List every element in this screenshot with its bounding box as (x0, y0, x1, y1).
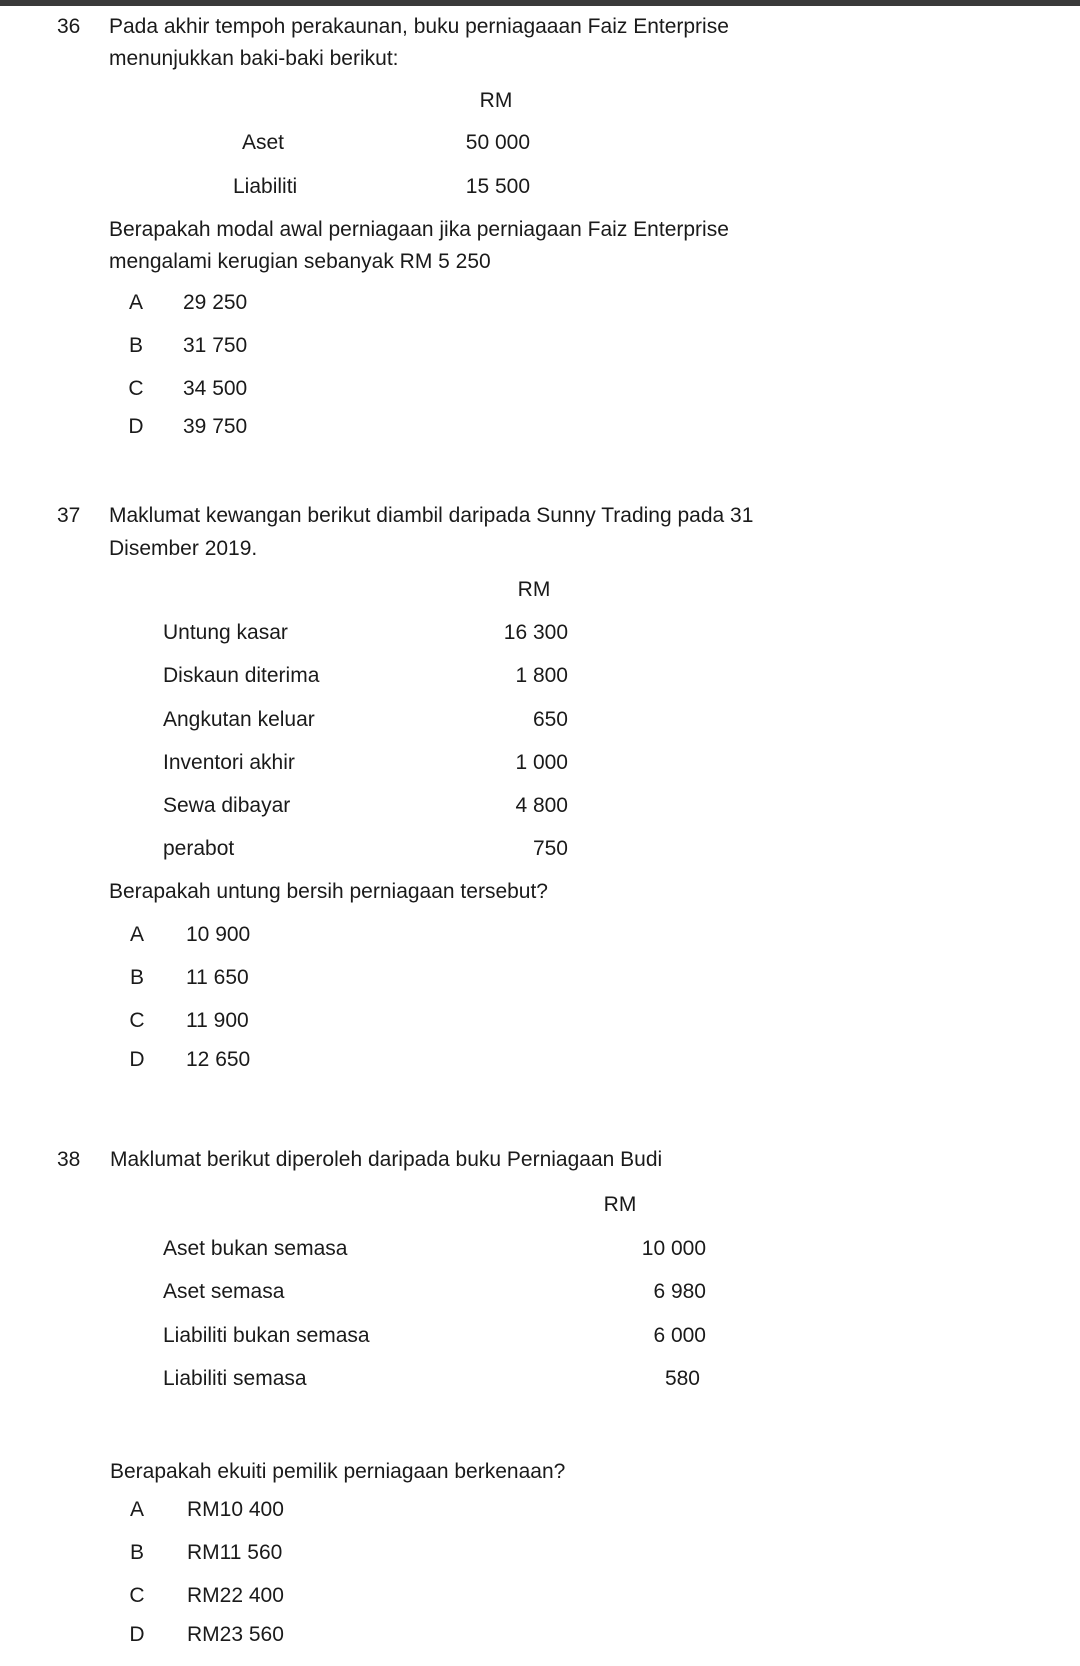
item-value: 50 000 (465, 131, 530, 154)
question-number: 37 (57, 504, 81, 527)
item-label: Angkutan keluar (163, 708, 315, 731)
option-value: 39 750 (183, 415, 248, 438)
option-value: 31 750 (183, 334, 248, 357)
question-stem-line-2: menunjukkan baki-baki berikut: (109, 47, 399, 70)
option-letter: B (129, 1541, 144, 1564)
option-value: RM22 400 (187, 1584, 284, 1607)
item-value: 10 000 (641, 1237, 706, 1260)
option-value: RM11 560 (187, 1541, 283, 1564)
option-value: 34 500 (183, 377, 248, 400)
item-value: 6 000 (653, 1324, 706, 1347)
option-letter: B (128, 334, 143, 357)
item-value: 4 800 (515, 794, 568, 817)
option-letter: D (129, 1623, 145, 1646)
option-value: 10 900 (186, 923, 251, 946)
item-label: Diskaun diterima (163, 664, 320, 687)
option-value: RM23 560 (187, 1623, 284, 1646)
option-value: 11 900 (186, 1009, 249, 1032)
option-value: 12 650 (186, 1048, 251, 1071)
question-number: 38 (57, 1148, 81, 1171)
option-letter: A (129, 1498, 144, 1521)
rm-column-header: RM (517, 578, 551, 601)
option-value: RM10 400 (187, 1498, 284, 1521)
item-value: 1 800 (515, 664, 568, 687)
item-label: Liabiliti semasa (163, 1367, 307, 1390)
question-number: 36 (57, 15, 81, 38)
item-label: Aset bukan semasa (163, 1237, 348, 1260)
option-letter: B (129, 966, 144, 989)
item-value: 1 000 (515, 751, 568, 774)
option-letter: C (128, 377, 144, 400)
item-label: perabot (163, 837, 235, 860)
question-stem: Maklumat berikut diperoleh daripada buku Perniagaan Budi (110, 1148, 663, 1171)
item-label: Untung kasar (163, 621, 288, 644)
option-letter: C (129, 1584, 145, 1607)
item-label: Liabiliti bukan semasa (163, 1324, 370, 1347)
item-value: 16 300 (503, 621, 568, 644)
rm-column-header: RM (479, 89, 513, 112)
item-label: Aset semasa (163, 1280, 285, 1303)
item-value: 15 500 (465, 175, 530, 198)
option-letter: D (129, 1048, 145, 1071)
item-label: Aset (242, 131, 285, 154)
option-letter: C (129, 1009, 145, 1032)
question-prompt-line-1: Berapakah modal awal perniagaan jika perniagaan Faiz Enterprise (109, 218, 729, 241)
item-value: 750 (532, 837, 568, 860)
question-prompt: Berapakah untung bersih perniagaan tersebut? (109, 880, 548, 903)
rm-column-header: RM (603, 1193, 637, 1216)
question-prompt: Berapakah ekuiti pemilik perniagaan berkenaan? (110, 1460, 566, 1483)
option-letter: A (128, 291, 143, 314)
question-prompt-line-2: mengalami kerugian sebanyak RM 5 250 (109, 250, 491, 273)
option-letter: D (128, 415, 144, 438)
option-letter: A (129, 923, 144, 946)
item-value: 6 980 (653, 1280, 706, 1303)
option-value: 11 650 (186, 966, 249, 989)
question-stem-line-1: Pada akhir tempoh perakaunan, buku perniagaaan Faiz Enterprise (109, 15, 729, 38)
question-stem-line-1: Maklumat kewangan berikut diambil daripada Sunny Trading pada 31 (109, 504, 754, 527)
item-value: 650 (532, 708, 568, 731)
item-label: Liabiliti (233, 175, 298, 198)
item-label: Sewa dibayar (163, 794, 291, 817)
option-value: 29 250 (183, 291, 248, 314)
item-label: Inventori akhir (163, 751, 295, 774)
item-value: 580 (664, 1367, 700, 1390)
top-border-bar (0, 0, 1080, 6)
question-stem-line-2: Disember 2019. (109, 537, 258, 560)
